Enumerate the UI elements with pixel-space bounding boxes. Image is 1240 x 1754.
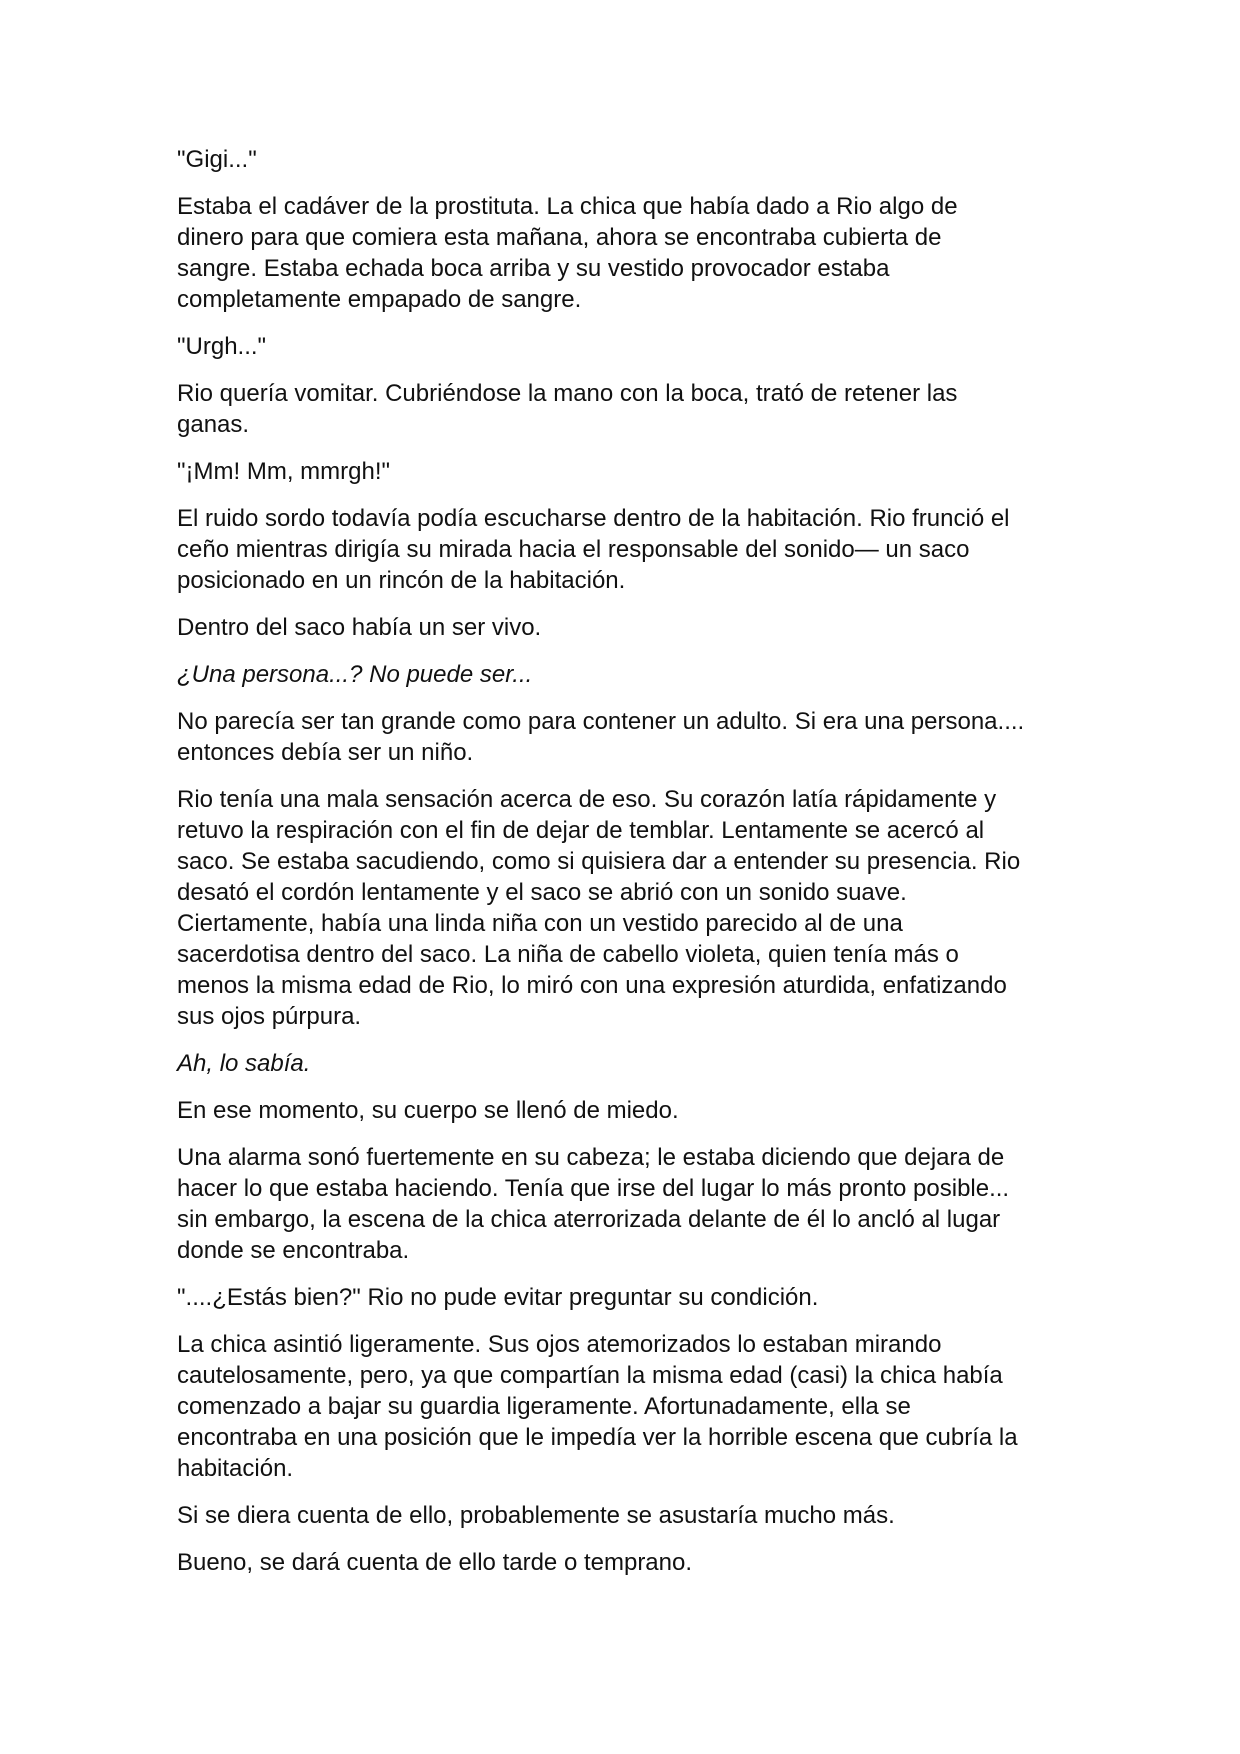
paragraph: "Gigi..." bbox=[177, 146, 257, 173]
italic-paragraph: Ah, lo sabía. bbox=[177, 1050, 311, 1077]
paragraph: "....¿Estás bien?" Rio no pude evitar preguntar su condición. bbox=[177, 1284, 819, 1311]
paragraph: Rio tenía una mala sensación acerca de eso. Su corazón latía rápidamente y retuvo la respiración con el fin de dejar de temblar. Lentamente se acercó al saco. Se estaba sacudiendo, como si quisiera dar a entender su presencia. Rio desató el cordón lentamente y el saco se abrió con un sonido suave. Ciertamente, había una linda niña con un vestido parecido al de una sacerdotisa dentro del saco. La niña de cabello violeta, quien tenía más o menos la misma edad de Rio, lo miró con una expresión aturdida, enfatizando sus ojos púrpura. bbox=[177, 786, 1021, 1030]
paragraph: La chica asintió ligeramente. Sus ojos atemorizados lo estaban mirando cautelosamente, pero, ya que compartían la misma edad (casi) la chica había comenzado a bajar su guardia ligeramente. Afortunadamente, ella se encontraba en una posición que le impedía ver la horrible escena que cubría la habitación. bbox=[177, 1331, 1018, 1482]
paragraph: No parecía ser tan grande como para contener un adulto. Si era una persona.... entonces debía ser un niño. bbox=[177, 708, 1025, 766]
paragraph: En ese momento, su cuerpo se llenó de miedo. bbox=[177, 1097, 679, 1124]
paragraph: Si se diera cuenta de ello, probablemente se asustaría mucho más. bbox=[177, 1502, 895, 1529]
paragraph: Dentro del saco había un ser vivo. bbox=[177, 614, 542, 641]
italic-paragraph: ¿Una persona...? No puede ser... bbox=[177, 661, 533, 688]
paragraph: Estaba el cadáver de la prostituta. La chica que había dado a Rio algo de dinero para que comiera esta mañana, ahora se encontraba cubierta de sangre. Estaba echada boca arriba y su vestido provocador estaba completamente empapado de sangre. bbox=[177, 193, 958, 313]
document-page bbox=[177, 144, 1077, 1594]
paragraph: "Urgh..." bbox=[177, 333, 267, 360]
paragraph: Una alarma sonó fuertemente en su cabeza; le estaba diciendo que dejara de hacer lo que estaba haciendo. Tenía que irse del lugar lo más pronto posible... sin embargo, la escena de la chica aterrorizada delante de él lo ancló al lugar donde se encontraba. bbox=[177, 1144, 1010, 1264]
paragraph: El ruido sordo todavía podía escucharse dentro de la habitación. Rio frunció el ceño mientras dirigía su mirada hacia el responsable del sonido— un saco posicionado en un rincón de la habitación. bbox=[177, 505, 1010, 594]
paragraph: Rio quería vomitar. Cubriéndose la mano con la boca, trató de retener las ganas. bbox=[177, 380, 958, 438]
paragraph: "¡Mm! Mm, mmrgh!" bbox=[177, 458, 391, 485]
paragraph: Bueno, se dará cuenta de ello tarde o temprano. bbox=[177, 1549, 693, 1576]
